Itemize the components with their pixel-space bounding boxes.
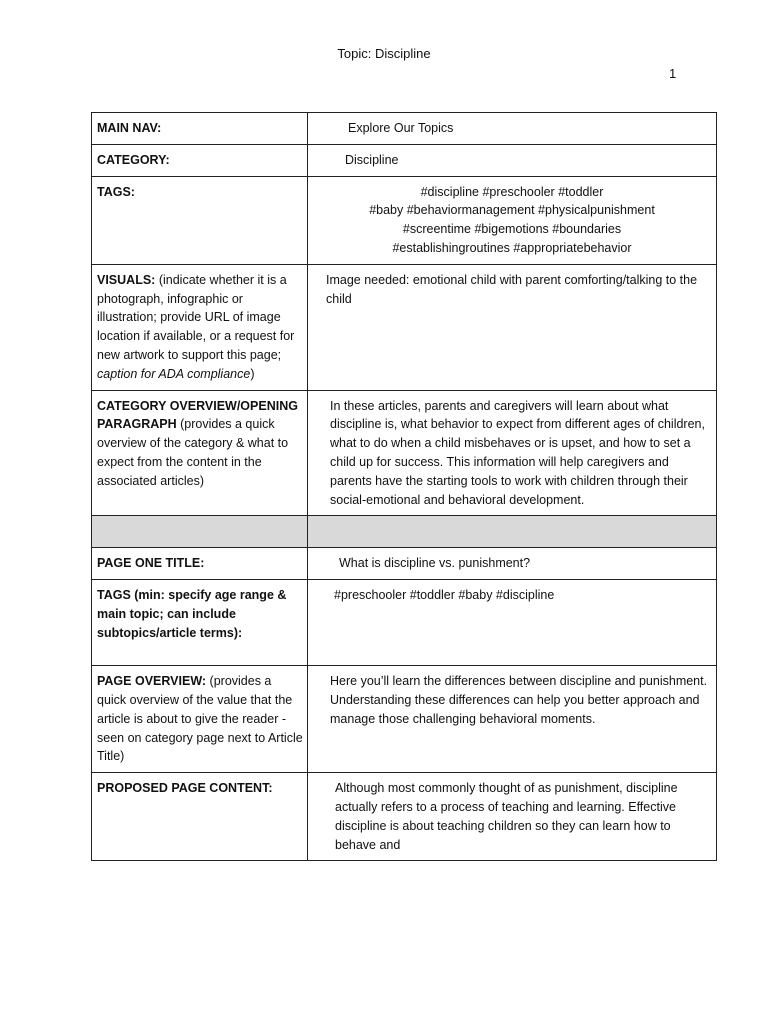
content-brief-table (91, 112, 717, 861)
page-one-title-value-cell (308, 548, 717, 580)
tags-label: TAGS: (97, 184, 135, 199)
page-one-title-value: What is discipline vs. punishment? (339, 556, 531, 571)
main-nav-label-cell (92, 113, 308, 145)
main-nav-label: MAIN NAV: (97, 121, 162, 135)
page-tags-value-cell (308, 580, 717, 666)
proposed-content-label-cell (92, 773, 308, 861)
page-overview-label-cell (92, 666, 308, 773)
category-overview-value-cell (308, 390, 717, 516)
visuals-note-end: ) (250, 366, 255, 381)
table-row (92, 773, 717, 861)
page-overview-note: (provides a quick overview of the value that the article is about to give the reader - seen on category page next to Article Title) (97, 674, 303, 764)
tags-line: #screentime #bigemotions #boundaries (402, 222, 622, 237)
tags-line: #discipline #preschooler #toddler (420, 184, 604, 199)
proposed-content-value-cell (308, 773, 717, 861)
main-nav-value-cell (308, 113, 717, 145)
visuals-note-italic: caption for ADA compliance (97, 366, 251, 381)
page-overview-value-cell (308, 666, 717, 773)
tags-label-cell (92, 176, 308, 264)
visuals-value: Image needed: emotional child with parent comforting/talking to the child (326, 272, 698, 306)
category-label: CATEGORY: (97, 152, 170, 167)
page-tags-label: TAGS (min: specify age range & main topic; can include subtopics/article terms): (97, 588, 287, 640)
page-number: 1 (669, 66, 677, 81)
page-tags-label-cell (92, 580, 308, 666)
tags-line: #baby #behaviormanagement #physicalpunishment (369, 203, 655, 218)
tags-value-cell (308, 176, 717, 264)
proposed-content-label: PROPOSED PAGE CONTENT: (97, 781, 273, 796)
table-row (92, 390, 717, 516)
category-value-cell (308, 144, 717, 176)
page-overview-value: Here you’ll learn the differences between discipline and punishment. Understanding these differences can help you better approach and manage those challenging behavioral moments. (330, 674, 708, 726)
category-value: Discipline (345, 152, 399, 167)
visuals-value-cell (308, 264, 717, 390)
table-row (92, 580, 717, 666)
proposed-content-value: Although most commonly thought of as punishment, discipline actually refers to a process of teaching and learning. Effective discipline is about teaching children so they can learn how to behave and (335, 781, 678, 852)
category-overview-note: (provides a quick overview of the category & what to expect from the content in the associated articles) (97, 417, 289, 488)
table-row (92, 548, 717, 580)
category-overview-value: In these articles, parents and caregivers will learn about what discipline is, what behavior to expect from different ages of children, what to do when a child misbehaves or is upset, and how to set a child up for success. This information will help caregivers and parents have the starting tools to work with children through their social-emotional and behavioral development. (330, 398, 705, 507)
main-nav-value: Explore Our Topics (348, 121, 454, 135)
table-row (92, 264, 717, 390)
visuals-label: VISUALS: (97, 272, 156, 287)
page-overview-label: PAGE OVERVIEW: (97, 674, 207, 689)
page-header-title: Topic: Discipline (337, 46, 431, 61)
table-row (92, 113, 717, 145)
category-overview-label-cell (92, 390, 308, 516)
tags-line: #establishingroutines #appropriatebehavior (392, 240, 632, 255)
table-row (92, 144, 717, 176)
table-row (92, 666, 717, 773)
separator-cell (308, 516, 717, 548)
page-one-title-label-cell (92, 548, 308, 580)
page-one-title-label: PAGE ONE TITLE: (97, 556, 205, 571)
separator-cell (92, 516, 308, 548)
category-overview-label: CATEGORY OVERVIEW/OPENING PARAGRAPH (97, 398, 298, 432)
category-label-cell (92, 144, 308, 176)
visuals-note: (indicate whether it is a photograph, infographic or illustration; provide URL of image location if available, or a request for new artwork to support this page; (97, 272, 295, 362)
visuals-label-cell (92, 264, 308, 390)
page-tags-value: #preschooler #toddler #baby #discipline (334, 588, 555, 603)
separator-row (92, 516, 717, 548)
table-row (92, 176, 717, 264)
